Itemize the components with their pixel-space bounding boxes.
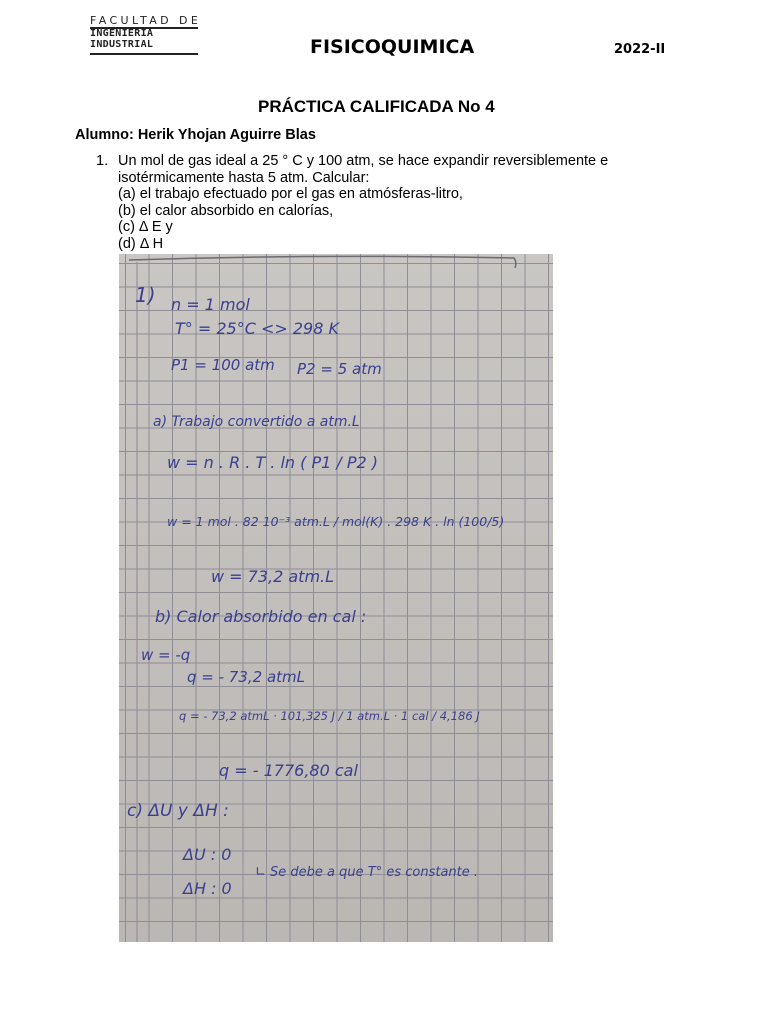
problem-number: 1.: [96, 153, 109, 169]
hw-heat-relation: w = -q: [141, 646, 191, 664]
problem-line: (b) el calor absorbido en calorías,: [118, 202, 334, 219]
hw-n: n = 1 mol: [171, 295, 250, 314]
hw-work-result: w = 73,2 atm.L: [211, 567, 335, 586]
hw-delta-h: ΔH : 0: [183, 879, 232, 898]
hw-part-b-heading: b) Calor absorbido en cal :: [155, 607, 367, 626]
problem-line: (a) el trabajo efectuado por el gas en atmósferas-litro,: [118, 186, 463, 202]
logo-top-text: FACULTAD DE: [90, 14, 202, 27]
hw-constant-note: ∟ Se debe a que T° es constante .: [255, 865, 479, 880]
practice-title: PRÁCTICA CALIFICADA No 4: [258, 97, 495, 116]
faculty-logo: [88, 14, 200, 58]
hw-heat-step-2: q = - 73,2 atmL · 101,325 J / 1 atm.L · 1 cal / 4,186 J: [179, 709, 480, 723]
handwriting-layer: [119, 254, 553, 942]
academic-period: 2022-II: [614, 42, 666, 57]
problem-line: (c) Δ E y: [118, 219, 173, 235]
problem-body: [118, 153, 738, 252]
page-top-edge: [129, 256, 516, 268]
hw-heat-step-1: q = - 73,2 atmL: [187, 668, 306, 686]
problem-line: (d) Δ H: [118, 235, 164, 252]
hw-p1: P1 = 100 atm: [171, 356, 275, 374]
hw-part-c-heading: c) ΔU y ΔH :: [127, 801, 229, 821]
hw-temperature: T° = 25°C <> 298 K: [175, 319, 339, 338]
hw-work-substitution: w = 1 mol . 82 10⁻³ atm.L / mol(K) . 298 K . ln (100/5): [167, 514, 505, 529]
hw-part-a-heading: a) Trabajo convertido a atm.L: [153, 414, 360, 430]
logo-line-2: INDUSTRIAL: [90, 39, 154, 50]
hw-heat-result: q = - 1776,80 cal: [219, 761, 358, 780]
logo-line-1: INGENIERIA: [90, 28, 154, 39]
hw-p2: P2 = 5 atm: [297, 360, 382, 378]
handwritten-solution-photo: [119, 254, 553, 942]
hw-delta-u: ΔU : 0: [183, 845, 232, 864]
student-name: Alumno: Herik Yhojan Aguirre Blas: [75, 127, 316, 143]
problem-line: isotérmicamente hasta 5 atm. Calcular:: [118, 169, 370, 186]
problem-line: Un mol de gas ideal a 25 ° C y 100 atm, se hace expandir reversiblemente e: [118, 153, 609, 169]
hw-work-formula: w = n . R . T . ln ( P1 / P2 ): [167, 453, 379, 472]
hw-item-number: 1): [135, 283, 156, 307]
course-title: FISICOQUIMICA: [310, 36, 475, 58]
